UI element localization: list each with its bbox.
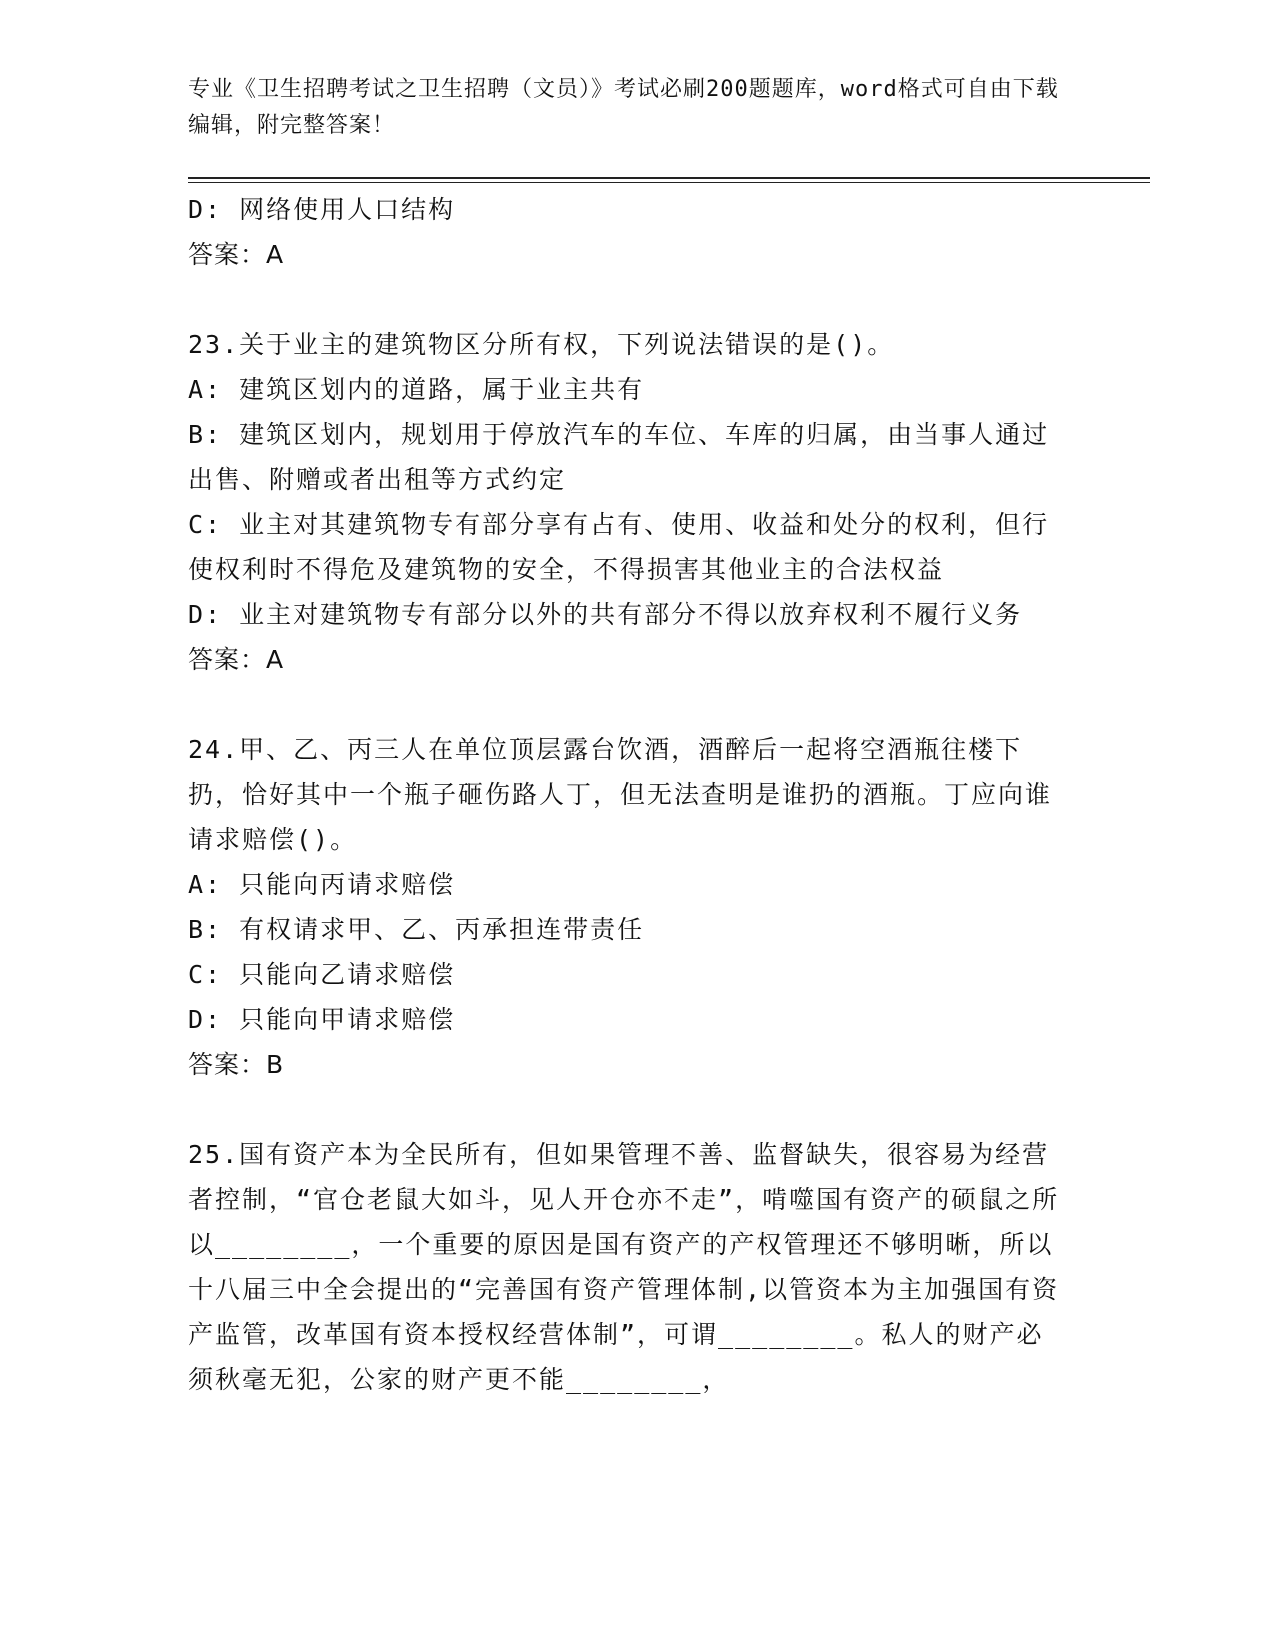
q24-option-a: A: 只能向丙请求赔偿 (188, 870, 456, 899)
q23-option-c: C: 业主对其建筑物专有部分享有占有、使用、收益和处分的权利，但行使权利时不得危及建筑物的安全，不得损害其他业主的合法权益 (188, 510, 1050, 584)
spacer (188, 1087, 1068, 1132)
q22-option-d: D: 网络使用人口结构 (188, 195, 456, 224)
q23-option-b: B: 建筑区划内，规划用于停放汽车的车位、车库的归属，由当事人通过出售、附赠或者出租等方式约定 (188, 420, 1050, 494)
q23-option-d: D: 业主对建筑物专有部分以外的共有部分不得以放弃权利不履行义务 (188, 600, 1023, 629)
q25-stem: 25.国有资产本为全民所有，但如果管理不善、监督缺失，很容易为经营者控制，“官仓老鼠大如斗，见人开仓亦不走”，啃噬国有资产的硕鼠之所以________，一个重要的原因是国有资产的产权管理还不够明晰，所以十八届三中全会提出的“完善国有资产管理体制,以管资本为主加强国有资产监管，改革国有资本授权经营体制”，可谓________。私人的财产必须秋毫无犯，公家的财产更不能________， (188, 1140, 1060, 1394)
header-rule-thin (188, 182, 1150, 183)
question-25 (188, 1132, 1068, 1402)
q24-option-c: C: 只能向乙请求赔偿 (188, 960, 456, 989)
q23-option-a: A: 建筑区划内的道路，属于业主共有 (188, 375, 645, 404)
q24-option-b: B: 有权请求甲、乙、丙承担连带责任 (188, 915, 645, 944)
q24-answer: 答案：B (188, 1050, 285, 1079)
q22-answer: 答案：A (188, 240, 285, 269)
header-rule-thick (188, 177, 1150, 179)
q24-option-d: D: 只能向甲请求赔偿 (188, 1005, 456, 1034)
page-header-title: 专业《卫生招聘考试之卫生招聘（文员）》考试必刷200题题库，word格式可自由下载编辑，附完整答案！ (188, 77, 1059, 138)
spacer (188, 682, 1068, 727)
q23-stem: 23.关于业主的建筑物区分所有权，下列说法错误的是()。 (188, 330, 895, 359)
document-body (188, 187, 1068, 1402)
spacer (188, 277, 1068, 322)
question-23 (188, 322, 1068, 682)
question-22-tail (188, 187, 1068, 277)
q24-stem: 24.甲、乙、丙三人在单位顶层露台饮酒，酒醉后一起将空酒瓶往楼下扔，恰好其中一个瓶子砸伤路人丁，但无法查明是谁扔的酒瓶。丁应向谁请求赔偿()。 (188, 735, 1053, 854)
q23-answer: 答案：A (188, 645, 285, 674)
question-24 (188, 727, 1068, 1087)
